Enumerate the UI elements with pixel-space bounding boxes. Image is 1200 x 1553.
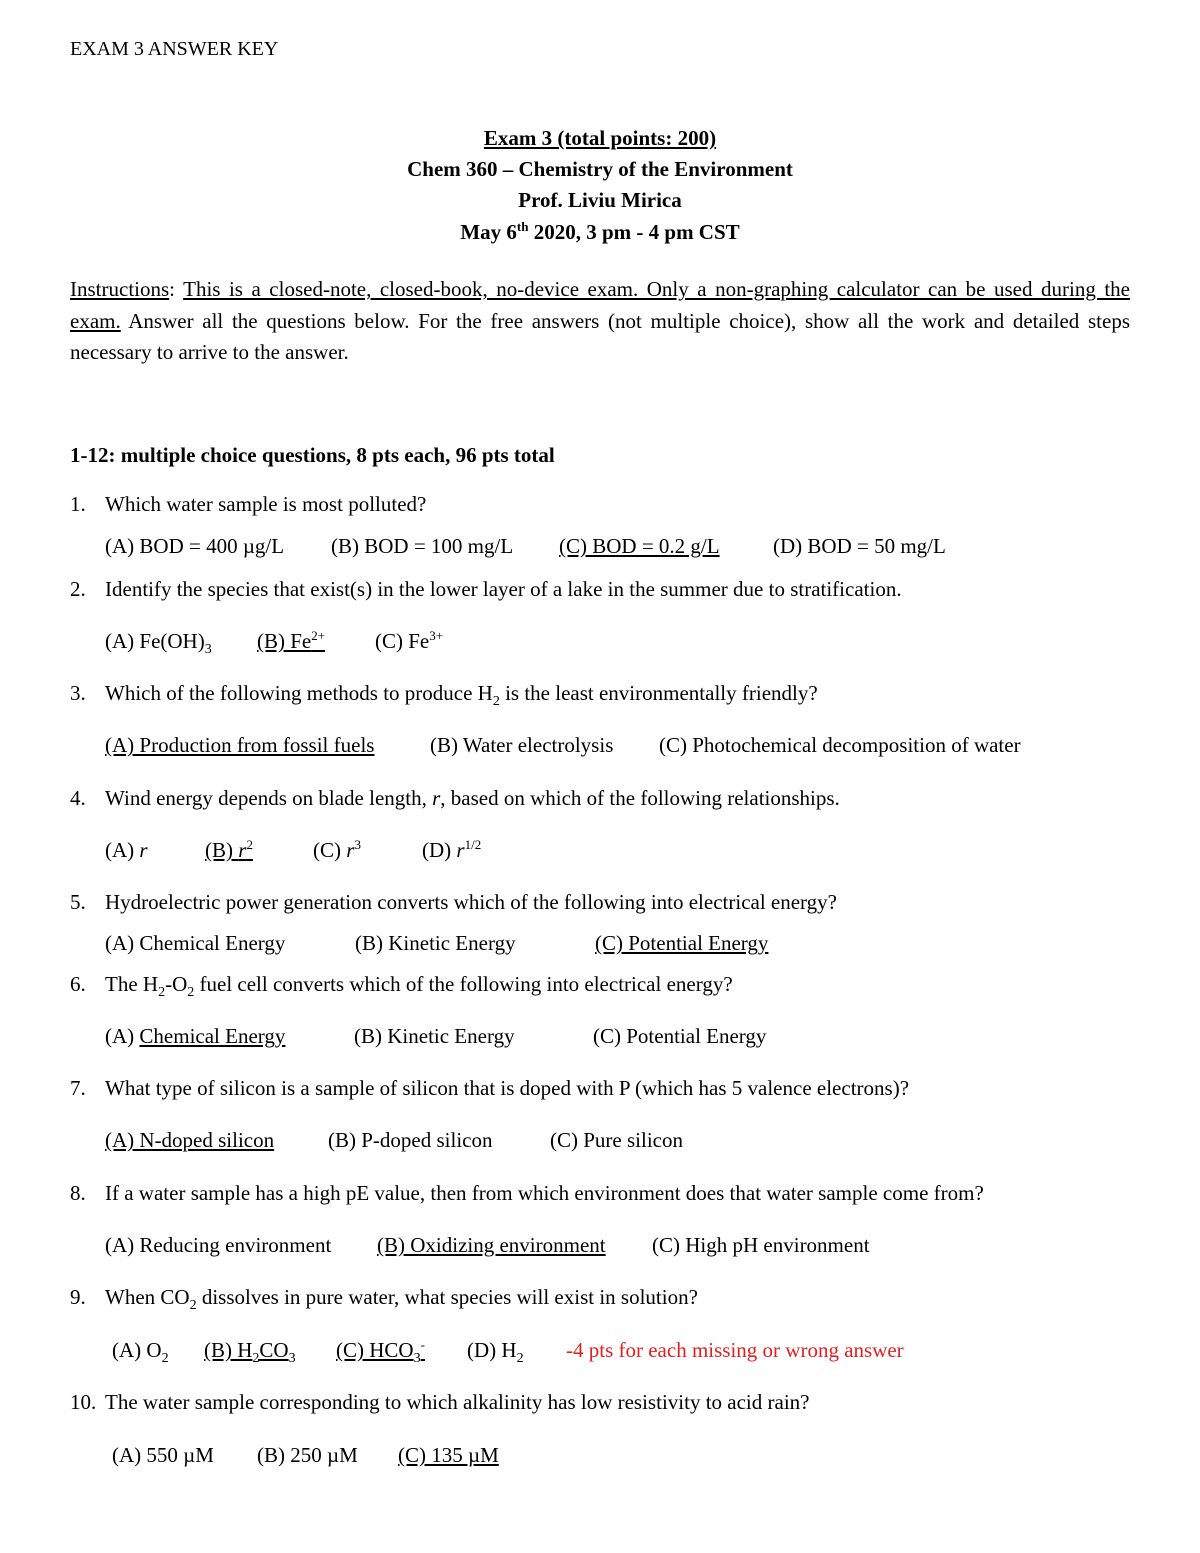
question-5-options: (A) Chemical Energy (B) Kinetic Energy (C) Potential Energy [105, 931, 769, 955]
answer-option: (B) $Fe^{2+}$ [257, 628, 326, 653]
question-2-options: (A) $Fe(OH)_3$ (B) $Fe^{2+}$ (C) $Fe^{3+}$ [105, 628, 444, 658]
exam-date: May 6th 2020, 3 pm - 4 pm CST [460, 219, 740, 244]
question-4: 4. Wind energy depends on blade length, r, based on which of the following relationships. [70, 786, 840, 810]
question-7-options: (A) N-doped silicon (B) P-doped silicon (C) Pure silicon [105, 1128, 683, 1152]
answer-option: (A) N-doped silicon [105, 1128, 275, 1152]
question-10-options: (A) 550 µM (B) 250 µM (C) 135 µM [112, 1443, 499, 1467]
question-8-options: (A) Reducing environment (B) Oxidizing environment (C) High pH environment [105, 1233, 870, 1257]
question-7: 7. What type of silicon is a sample of silicon that is doped with P (which has 5 valence electrons)? [70, 1076, 910, 1100]
question-9-options: (A) $O_2$ (B) $H_2CO_3$ (C) $HCO_3^-$ (D) $H_2$ -4 pts for each missing or wrong answer [112, 1337, 904, 1367]
question-4-options: (A) r (B) $r^2$ (C) $r^3$ (D) $r^{1/2}$ [105, 837, 482, 862]
answer-option: (C) 135 µM [398, 1443, 499, 1467]
answer-option: (B) Oxidizing environment [377, 1233, 606, 1257]
answer-option: (A) Production from fossil fuels [105, 733, 375, 757]
answer-option: (C) Potential Energy [595, 931, 769, 955]
exam-title: Exam 3 (total points: 200) [483, 126, 717, 150]
question-3: 3. Which of the following methods to produce $H_2$ is the least environmentally friendly? [70, 681, 818, 710]
instructions: Instructions: This is a closed-note, closed-book, no-device exam. Only a non-graphing calculator can be used during the exam. Answer all the questions below. For the free answers (not multiple choice), show all the work and detailed steps necessary to arrive to the answer. [70, 277, 1130, 364]
question-3-options: (A) Production from fossil fuels (B) Water electrolysis (C) Photochemical decomposition of water [105, 733, 1021, 757]
question-6-options: (A) Chemical Energy (B) Kinetic Energy (C) Potential Energy [105, 1024, 767, 1048]
question-9: 9. When $CO_2$ dissolves in pure water, what species will exist in solution? [70, 1285, 698, 1314]
answer-option: (B) $H_2CO_3$ [204, 1338, 296, 1367]
course-title: Chem 360 – Chemistry of the Environment [407, 157, 793, 181]
page-header: EXAM 3 ANSWER KEY [70, 38, 279, 60]
question-6: 6. The $H_2-O_2$ fuel cell converts which of the following into electrical energy? [70, 972, 733, 1001]
section-heading: 1-12: multiple choice questions, 8 pts each, 96 pts total [70, 443, 555, 467]
question-5: 5. Hydroelectric power generation converts which of the following into electrical energy? [70, 890, 837, 914]
answer-option: (C) $HCO_3^-$ [336, 1337, 425, 1367]
answer-option: Chemical Energy [139, 1024, 286, 1048]
question-8: 8. If a water sample has a high pE value, then from which environment does that water sample come from? [70, 1181, 984, 1205]
answer-option: (C) BOD = 0.2 g/L [559, 534, 720, 558]
answer-option: (B) $r^2$ [205, 837, 253, 862]
question-10: 10. The water sample corresponding to which alkalinity has low resistivity to acid rain? [70, 1390, 810, 1414]
question-2: 2. Identify the species that exist(s) in the lower layer of a lake in the summer due to stratification. [70, 577, 902, 601]
professor-name: Prof. Liviu Mirica [518, 188, 682, 212]
question-1: 1. Which water sample is most polluted? [70, 492, 427, 516]
penalty-note: -4 pts for each missing or wrong answer [566, 1338, 904, 1362]
question-1-options: (A) BOD = 400 µg/L (B) BOD = 100 mg/L (C) BOD = 0.2 g/L (D) BOD = 50 mg/L [105, 534, 946, 558]
